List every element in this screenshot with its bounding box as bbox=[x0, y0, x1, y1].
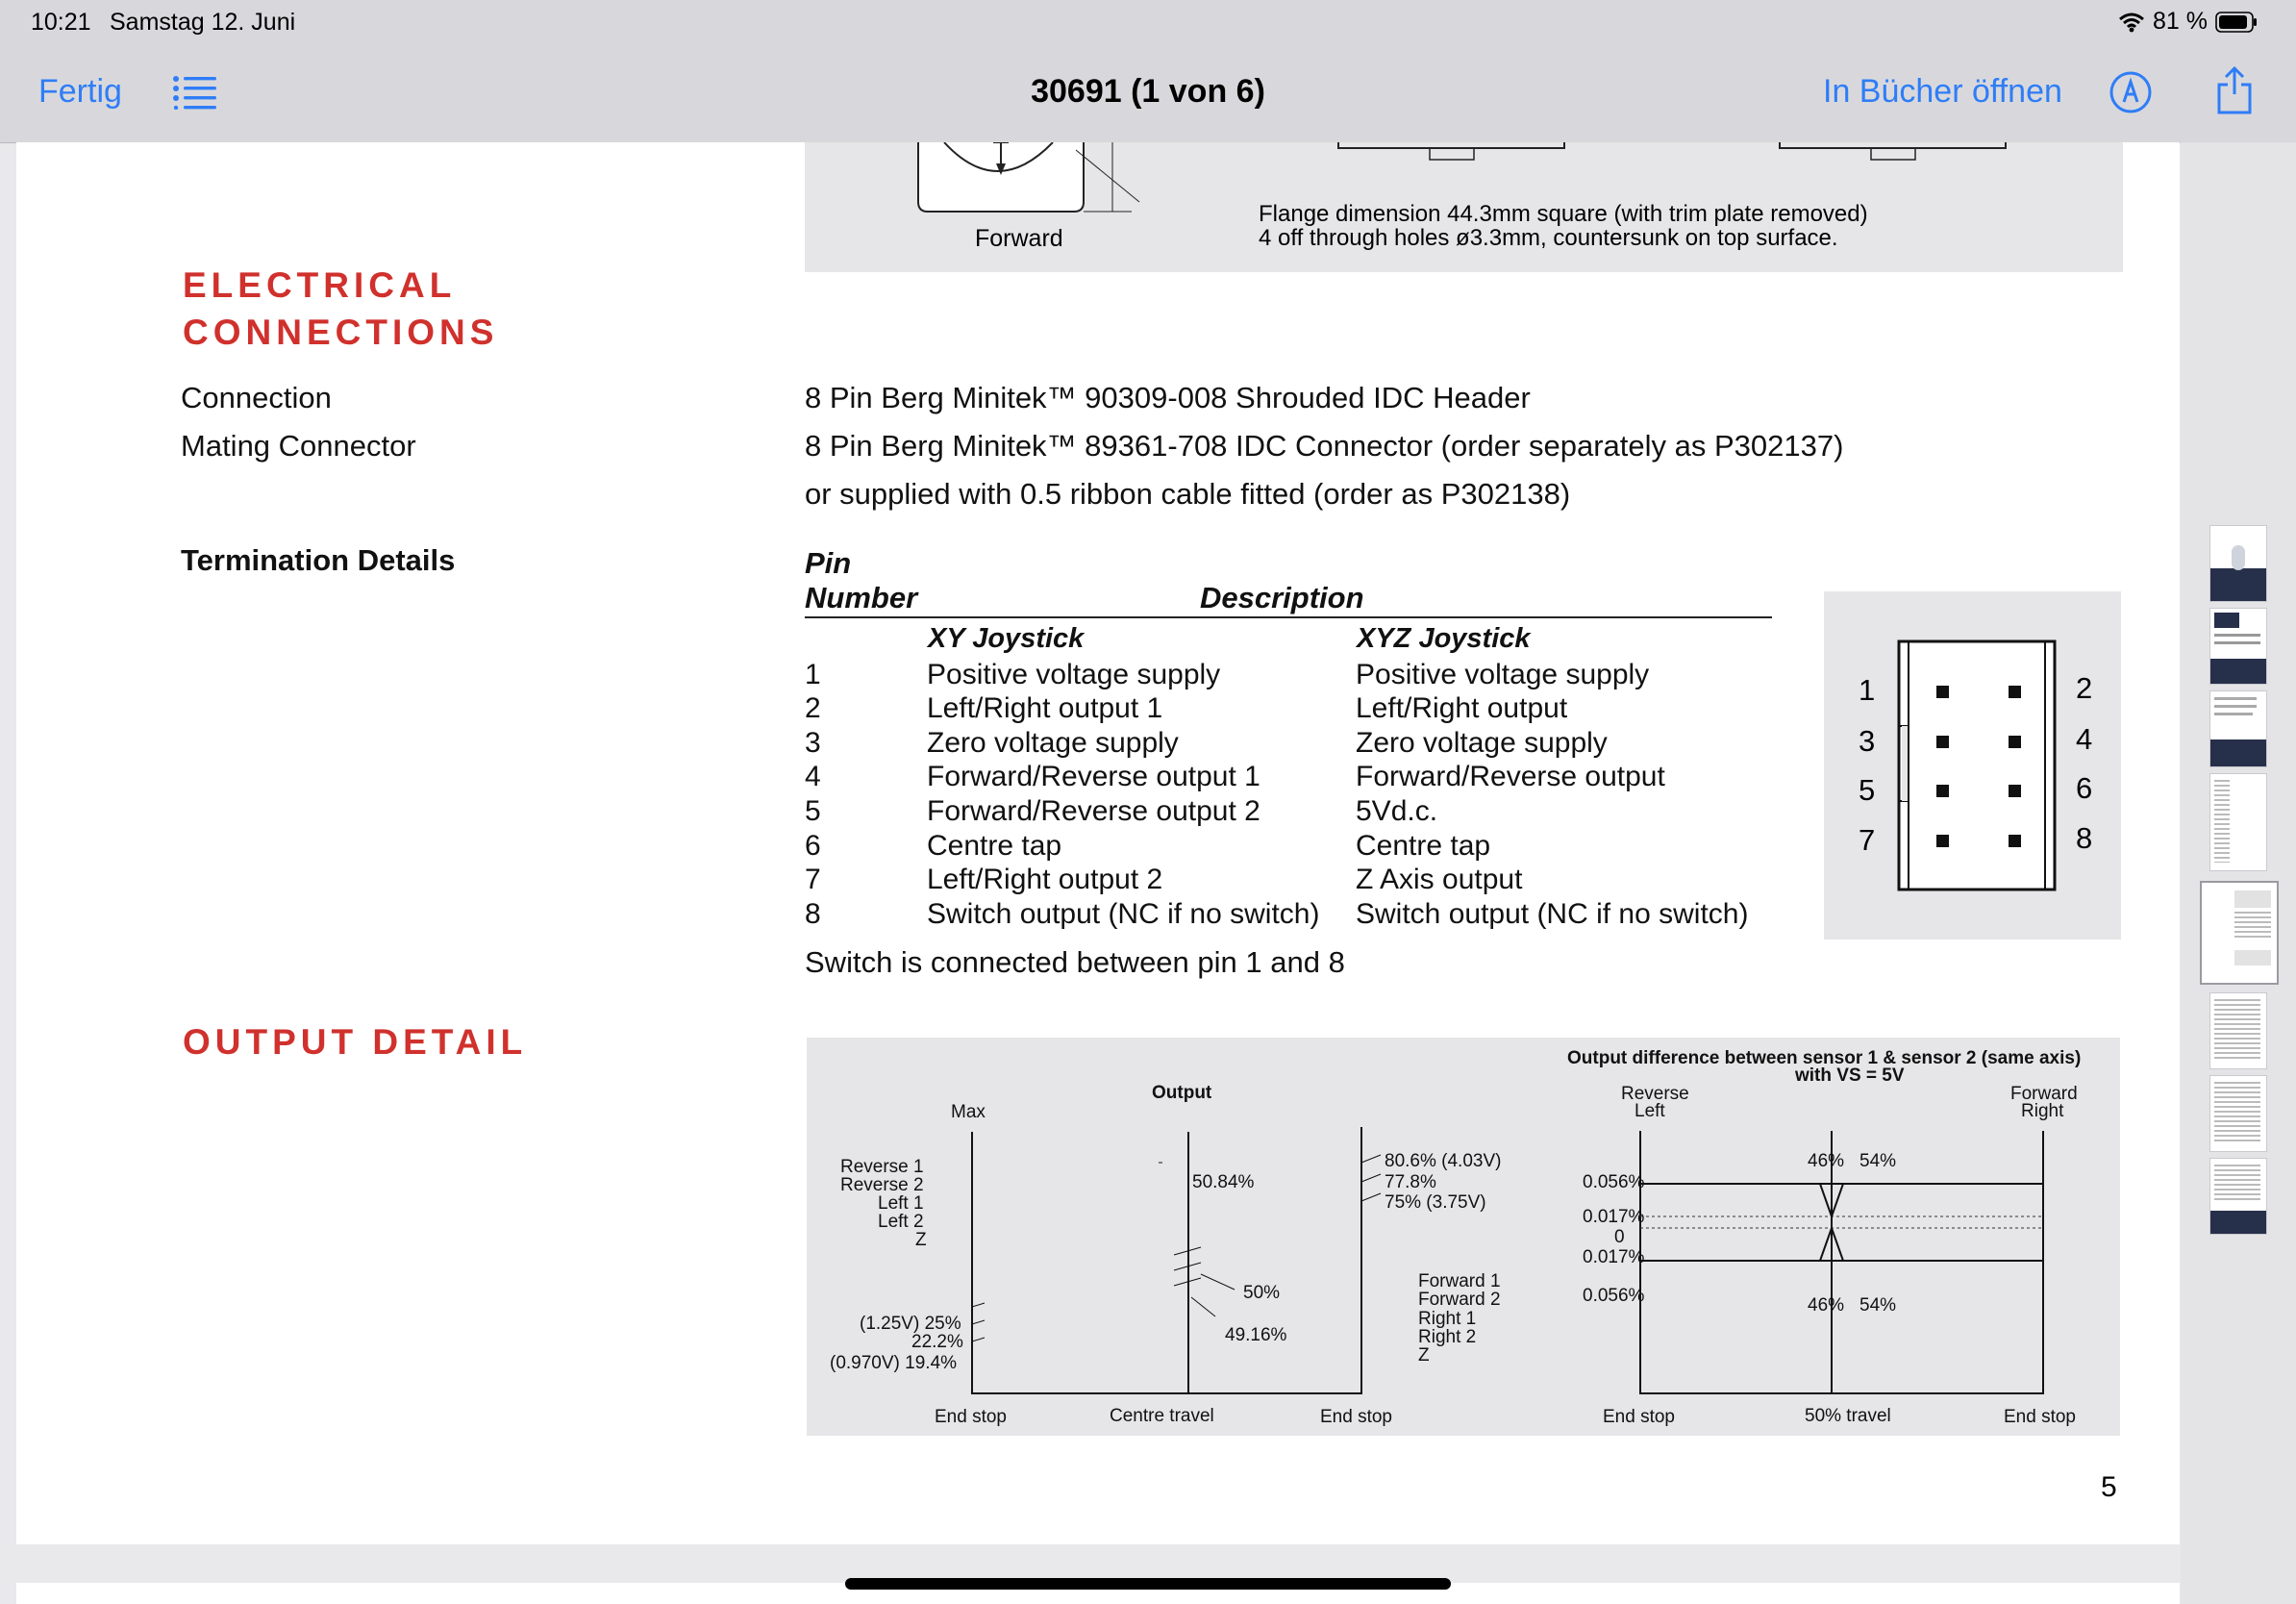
chart2-top-percent: 54% bbox=[1859, 1151, 1897, 1171]
chart1-right-label: Right 1 bbox=[1418, 1309, 1477, 1329]
chart1-x-label: Centre travel bbox=[1110, 1406, 1214, 1426]
connector-pin-label: 4 bbox=[2076, 722, 2093, 756]
xyz-description: Positive voltage supply bbox=[1356, 659, 1650, 690]
connector-outline bbox=[1824, 591, 2121, 940]
pin-number: 3 bbox=[805, 727, 821, 759]
chart2-title-1: Output difference between sensor 1 & sensor 2 (same axis) bbox=[1567, 1048, 2082, 1068]
chart2-top-percent: 46% bbox=[1808, 1151, 1845, 1171]
number-header: Number bbox=[805, 581, 918, 614]
page-thumbnail[interactable] bbox=[2209, 773, 2267, 871]
xy-description: Centre tap bbox=[927, 830, 1062, 862]
chart1-left-label: Left 2 bbox=[878, 1212, 924, 1232]
pdf-page bbox=[16, 142, 2180, 1544]
document-title: 30691 (1 von 6) bbox=[1031, 73, 1265, 110]
chart1-left-label: Reverse 2 bbox=[840, 1175, 924, 1195]
page-gap bbox=[0, 1544, 2296, 1583]
chart1-left-label: Left 1 bbox=[878, 1193, 924, 1214]
pin-number: 1 bbox=[805, 659, 821, 690]
pin-number: 7 bbox=[805, 864, 821, 895]
connector-pin-label: 6 bbox=[2076, 771, 2093, 805]
page-thumbnail[interactable] bbox=[2209, 608, 2267, 685]
chart2-right-top-label: Right bbox=[2021, 1101, 2064, 1121]
chart1-low-label: (1.25V) 25% bbox=[860, 1314, 961, 1334]
xy-description: Zero voltage supply bbox=[927, 727, 1179, 759]
connector-pin-label: 3 bbox=[1859, 724, 1876, 758]
page-thumbnail[interactable] bbox=[2209, 525, 2267, 602]
chart1-x-label: End stop bbox=[1320, 1407, 1392, 1427]
section-heading-electrical: ELECTRICAL bbox=[183, 265, 457, 305]
chart2-right-top-label: Forward bbox=[2010, 1084, 2078, 1104]
mating-value-2: or supplied with 0.5 ribbon cable fitted (order as P302138) bbox=[805, 477, 1571, 511]
chart1-right-label: Right 2 bbox=[1418, 1327, 1477, 1347]
mating-value-1: 8 Pin Berg Minitek™ 89361-708 IDC Connector (order separately as P302137) bbox=[805, 429, 1844, 463]
battery-icon bbox=[2215, 12, 2258, 33]
chart2-y-label: 0.017% bbox=[1583, 1207, 1645, 1227]
status-date: Samstag 12. Juni bbox=[110, 9, 296, 36]
connection-label: Connection bbox=[181, 381, 332, 414]
chart2-y-label: 0.056% bbox=[1583, 1286, 1645, 1306]
xyz-description: Switch output (NC if no switch) bbox=[1356, 898, 1749, 930]
xyz-joystick-header: XYZ Joystick bbox=[1357, 623, 1531, 654]
chart2-x-label: End stop bbox=[2004, 1407, 2076, 1427]
connection-value: 8 Pin Berg Minitek™ 90309-008 Shrouded IDC Header bbox=[805, 381, 1531, 414]
page-thumbnail[interactable] bbox=[2209, 992, 2267, 1069]
connector-pin-label: 5 bbox=[1859, 773, 1876, 807]
xy-description: Left/Right output 2 bbox=[927, 864, 1163, 895]
termination-details-label: Termination Details bbox=[181, 543, 456, 577]
connector-pin-label: 1 bbox=[1859, 673, 1876, 707]
chart2-left-top-label: Left bbox=[1635, 1101, 1665, 1121]
chart2-y-label: 0.056% bbox=[1583, 1172, 1645, 1192]
chart2-y-label: 0.017% bbox=[1583, 1247, 1645, 1267]
chart1-left-label: Reverse 1 bbox=[840, 1157, 924, 1177]
home-indicator[interactable] bbox=[845, 1578, 1451, 1590]
flange-figure bbox=[805, 142, 2123, 272]
table-rule bbox=[805, 616, 1772, 618]
chart1-mid-label: 50.84% bbox=[1192, 1172, 1255, 1192]
done-button[interactable]: Fertig bbox=[38, 73, 122, 110]
chart2-title-2: with VS = 5V bbox=[1795, 1065, 1905, 1086]
page-thumbnail[interactable] bbox=[2209, 1158, 2267, 1235]
section-heading-output-detail: OUTPUT DETAIL bbox=[183, 1022, 528, 1062]
chart1-high-label: 80.6% (4.03V) bbox=[1385, 1151, 1502, 1171]
chart2-x-label: 50% travel bbox=[1805, 1406, 1891, 1426]
pin-number: 8 bbox=[805, 898, 821, 930]
connector-diagram bbox=[1824, 591, 2121, 940]
status-bar bbox=[0, 0, 2296, 44]
forward-label: Forward bbox=[975, 225, 1063, 252]
status-right bbox=[2118, 8, 2258, 36]
section-heading-connections: CONNECTIONS bbox=[183, 313, 499, 352]
chart1-x-label: End stop bbox=[935, 1407, 1007, 1427]
pin-header: Pin bbox=[805, 546, 852, 580]
xy-description: Left/Right output 1 bbox=[927, 692, 1163, 724]
description-header: Description bbox=[1200, 581, 1364, 614]
chart1-right-label: Forward 2 bbox=[1418, 1290, 1501, 1310]
page-thumbnail[interactable] bbox=[2209, 1075, 2267, 1152]
connector-pin-label: 7 bbox=[1859, 823, 1876, 857]
connector-pin-label: 2 bbox=[2076, 671, 2093, 705]
chart1-high-label: 77.8% bbox=[1385, 1172, 1436, 1192]
battery-percent: 81 % bbox=[2153, 8, 2208, 35]
status-time: 10:21 bbox=[31, 9, 91, 36]
markup-icon[interactable] bbox=[2109, 70, 2153, 114]
chart1-title: Output bbox=[1152, 1083, 1212, 1103]
xyz-description: 5Vd.c. bbox=[1356, 795, 1438, 827]
chart1-low-label: 22.2% bbox=[911, 1332, 963, 1352]
page-thumbnail[interactable] bbox=[2209, 690, 2267, 767]
page-number: 5 bbox=[2101, 1471, 2117, 1503]
mating-connector-label: Mating Connector bbox=[181, 429, 416, 463]
chart2-bottom-percent: 54% bbox=[1859, 1295, 1897, 1316]
flange-note-2: 4 off through holes ø3.3mm, countersunk on top surface. bbox=[1259, 225, 1838, 251]
xyz-description: Centre tap bbox=[1356, 830, 1491, 862]
xy-description: Switch output (NC if no switch) bbox=[927, 898, 1320, 930]
connector-pin-label: 8 bbox=[2076, 821, 2093, 855]
xyz-description: Z Axis output bbox=[1356, 864, 1523, 895]
chart1-right-label: Z bbox=[1418, 1345, 1430, 1366]
toolbar bbox=[0, 44, 2296, 143]
chart1-mid-label: 49.16% bbox=[1225, 1325, 1287, 1345]
xy-description: Forward/Reverse output 1 bbox=[927, 761, 1260, 792]
xy-joystick-header: XY Joystick bbox=[928, 623, 1085, 654]
thumbnail-strip[interactable] bbox=[2181, 142, 2296, 1604]
pin-number: 4 bbox=[805, 761, 821, 792]
xy-description: Forward/Reverse output 2 bbox=[927, 795, 1260, 827]
chart1-low-label: (0.970V) 19.4% bbox=[830, 1353, 958, 1373]
chart1-max-label: Max bbox=[951, 1102, 986, 1122]
xyz-description: Zero voltage supply bbox=[1356, 727, 1608, 759]
chart1-high-label: 75% (3.75V) bbox=[1385, 1192, 1486, 1213]
pin-number: 5 bbox=[805, 795, 821, 827]
chart1-right-label: Forward 1 bbox=[1418, 1271, 1501, 1291]
wifi-icon bbox=[2118, 12, 2145, 33]
chart2-left-top-label: Reverse bbox=[1621, 1084, 1689, 1104]
xyz-description: Forward/Reverse output bbox=[1356, 761, 1665, 792]
chart2-y-label: 0 bbox=[1614, 1227, 1625, 1247]
chart2-bottom-percent: 46% bbox=[1808, 1295, 1845, 1316]
share-icon[interactable] bbox=[2215, 65, 2254, 115]
pin-number: 6 bbox=[805, 830, 821, 862]
output-diagram-lines bbox=[807, 1038, 2120, 1436]
output-figure bbox=[807, 1038, 2120, 1436]
pin-number: 2 bbox=[805, 692, 821, 724]
chart1-left-label: Z bbox=[915, 1230, 927, 1250]
xyz-description: Left/Right output bbox=[1356, 692, 1568, 724]
open-in-books-button[interactable]: In Bücher öffnen bbox=[1823, 73, 2062, 110]
chart1-mid-label: 50% bbox=[1243, 1283, 1281, 1303]
chart2-x-label: End stop bbox=[1603, 1407, 1675, 1427]
flange-note-1: Flange dimension 44.3mm square (with trim plate removed) bbox=[1259, 201, 1868, 227]
page-thumbnail-current[interactable] bbox=[2200, 881, 2279, 985]
xy-description: Positive voltage supply bbox=[927, 659, 1221, 690]
switch-note: Switch is connected between pin 1 and 8 bbox=[805, 945, 1345, 979]
